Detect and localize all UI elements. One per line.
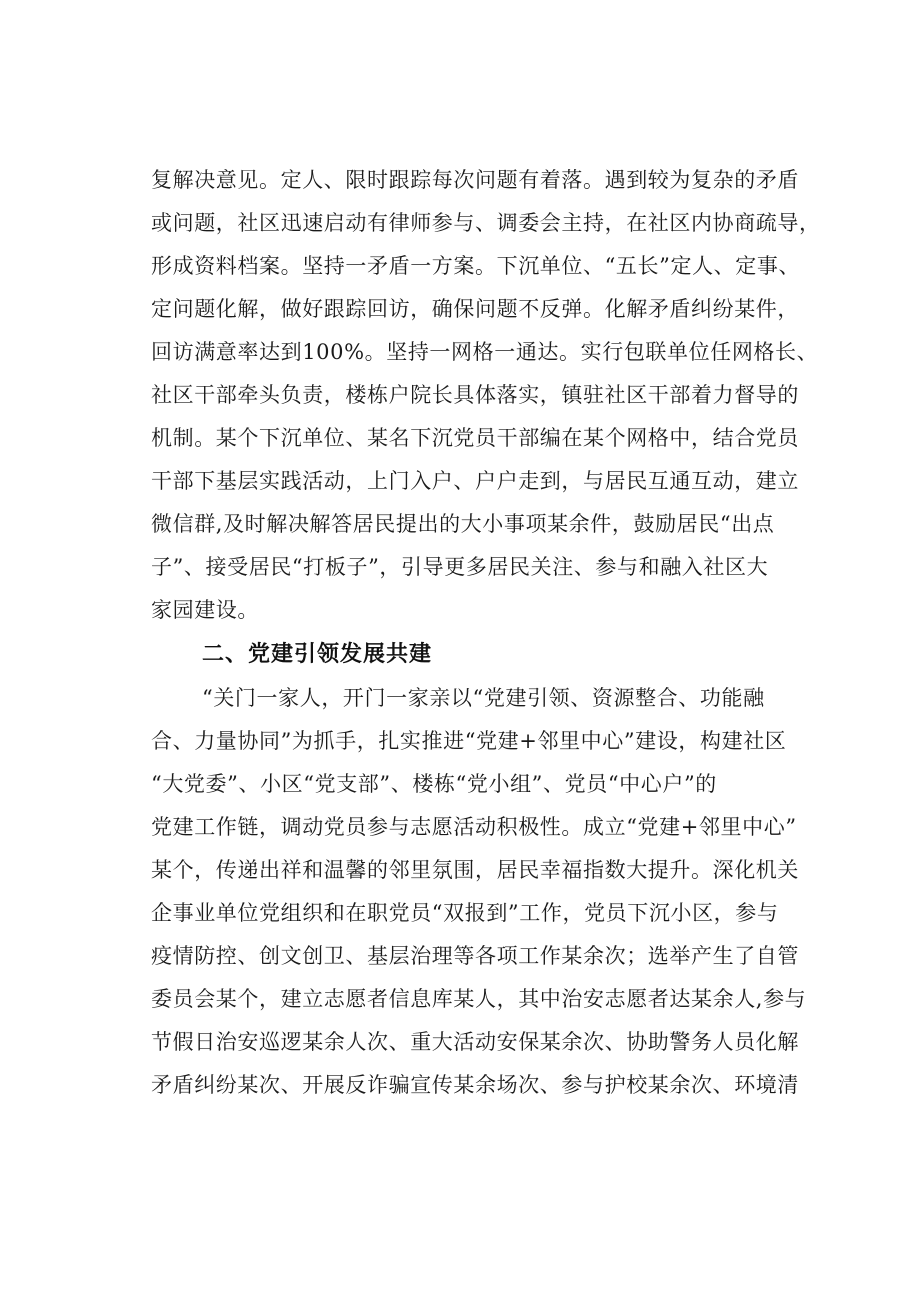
paragraph-line: 某个，传递出祥和温馨的邻里氛围，居民幸福指数大提升。深化机关 [151, 858, 799, 882]
paragraph-line: 干部下基层实践活动，上门入户、户户走到，与居民互通互动，建立 [151, 469, 799, 493]
paragraph-line: 社区干部牵头负责，楼栋户院长具体落实，镇驻社区干部着力督导的 [151, 383, 799, 407]
section-heading: 二、党建引领发展共建 [202, 642, 433, 667]
paragraph-line: 节假日治安巡逻某余人次、重大活动安保某余次、协助警务人员化解 [151, 1030, 799, 1054]
paragraph-line: 或问题，社区迅速启动有律师参与、调委会主持，在社区内协商疏导， [151, 211, 821, 235]
paragraph-line: 回访满意率达到100%。坚持一网格一通达。实行包联单位任网格长、 [151, 340, 819, 364]
paragraph-line: “关门一家人，开门一家亲以“党建引领、资源整合、功能融 [202, 686, 765, 710]
paragraph-line: 形成资料档案。坚持一矛盾一方案。下沉单位、“五长”定人、定事、 [151, 254, 801, 278]
paragraph-line: 疫情防控、创文创卫、基层治理等各项工作某余次；选举产生了自管 [151, 944, 799, 968]
paragraph-line: 企事业单位党组织和在职党员“双报到”工作，党员下沉小区，参与 [151, 901, 779, 925]
paragraph-line: 子”、接受居民“打板子”，引导更多居民关注、参与和融入社区大 [151, 555, 769, 579]
paragraph-line: 合、力量协同”为抓手，扎实推进“党建+邻里中心”建设，构建社区 [151, 729, 787, 753]
paragraph-line: 委员会某个，建立志愿者信息库某人，其中治安志愿者达某余人,参与 [151, 987, 807, 1011]
paragraph-line: 机制。某个下沉单位、某名下沉党员干部编在某个网格中，结合党员 [151, 426, 799, 450]
paragraph-line: 家园建设。 [151, 598, 259, 622]
paragraph-line: 矛盾纠纷某次、开展反诈骗宣传某余场次、参与护校某余次、环境清 [151, 1073, 799, 1097]
paragraph-line: “大党委”、小区“党支部”、楼栋“党小组”、党员“中心户”的 [151, 772, 717, 796]
paragraph-line: 微信群,及时解决解答居民提出的大小事项某余件，鼓励居民“出点 [151, 512, 775, 536]
paragraph-line: 定问题化解，做好跟踪回访，确保问题不反弹。化解矛盾纠纷某件， [151, 297, 799, 321]
paragraph-line: 党建工作链，调动党员参与志愿活动积极性。成立“党建+邻里中心” [151, 815, 797, 839]
paragraph-line: 复解决意见。定人、限时跟踪每次问题有着落。遇到较为复杂的矛盾 [151, 168, 799, 192]
